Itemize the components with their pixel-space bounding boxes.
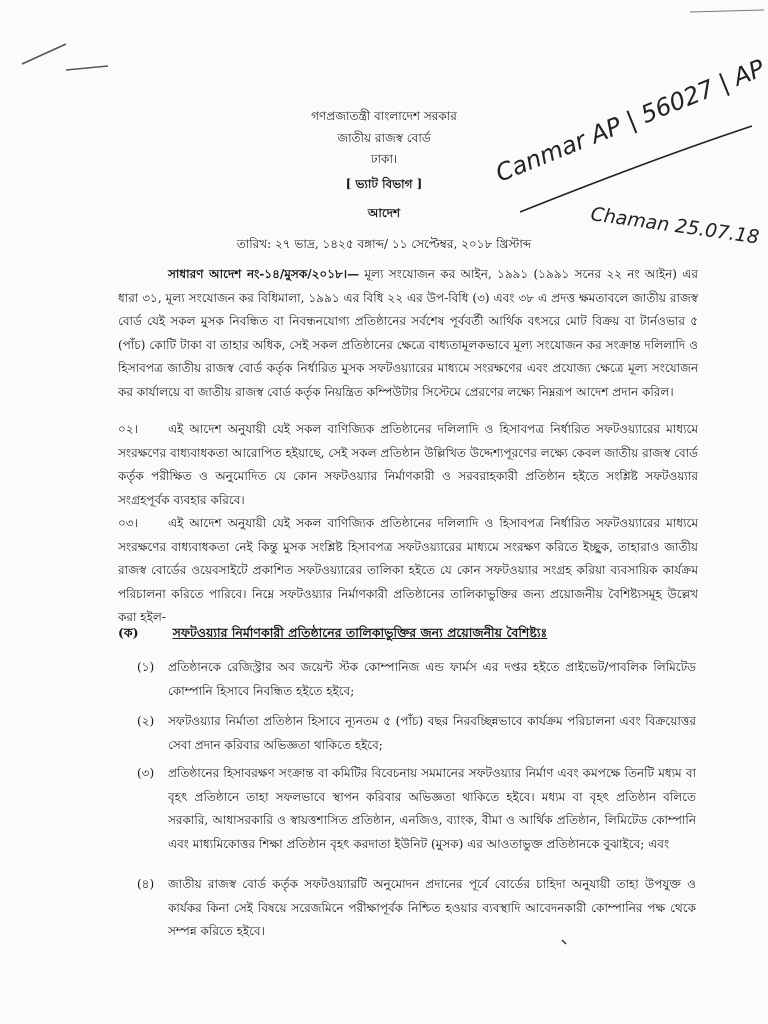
- paragraph-03: এই আদেশ অনুযায়ী যেই সকল বাণিজ্যিক প্রতিষ্ঠানের দলিলাদি ও হিসাবপত্র নির্ধারিত সফটওয়্যারের মাধ্যমে সংরক্ষণের বাধ্যবাধকতা নেই কিন্তু মুসক সংশ্লিষ্ট হিসাবপত্র সফটওয়্যারের মাধ্যমে সংরক্ষণ করিতে ইচ্ছুক, তাহারাও জাতীয় রাজস্ব বোর্ডের ওয়েবসাইটে প্রকাশিত সফটওয়্যারের তালিকা হইতে যে কোন সফটওয়্যার সংগ্রহ করিয়া ব্যবসায়িক কার্যক্রম পরিচালনা করিতে পারিবে। নিম্নে সফটওয়্যার নির্মাণকারী প্রতিষ্ঠানের তালিকাভুক্তির জন্য প্রয়োজনীয় বৈশিষ্ট্যসমূহ উল্লেখ করা হইল-: [118, 516, 698, 624]
- order-number: সাধারণ আদেশ নং-১৪/মুসক/২০১৮।—: [168, 267, 360, 281]
- section-label: (ক): [118, 625, 139, 640]
- header-city: ঢাকা।: [370, 152, 398, 166]
- handwritten-note: Canmar AP | 56027 | AP: [491, 54, 768, 188]
- pen-stroke-mark: [66, 66, 108, 70]
- document-date: তারিখ: ২৭ ভাদ্র, ১৪২৫ বঙ্গাব্দ/ ১১ সেপ্টেম্বর, ২০১৮ খ্রিস্টাব্দ: [236, 237, 532, 251]
- list-item: জাতীয় রাজস্ব বোর্ড কর্তৃক সফটওয়্যারটি অনুমোদন প্রদানের পূর্বে বোর্ডের চাহিদা অনুযায়ী তাহা উপযুক্ত ও কার্যকর কিনা সেই বিষয়ে সরেজমিনে পরীক্ষাপূর্বক নিশ্চিত হওয়ার ব্যবস্থাদি আবেদনকারী কোম্পানির পক্ষ থেকে সম্পন্ন করিতে হইবে।: [168, 877, 696, 938]
- intro-paragraph: [118, 263, 698, 404]
- division-label: [ ভ্যাট বিভাগ ]: [345, 177, 423, 191]
- paragraph-number: ০৩।: [118, 516, 138, 530]
- list-item: সফটওয়্যার নির্মাতা প্রতিষ্ঠান হিসাবে ন্যূনতম ৫ (পাঁচ) বছর নিরবচ্ছিন্নভাবে কার্যক্রম পরিচালনা এবং বিক্রয়োত্তর সেবা প্রদান করিবার অভিজ্ঞতা থাকিতে হইবে;: [168, 714, 696, 752]
- handwritten-signature: Chaman 25.07.18: [589, 203, 761, 249]
- list-item: প্রতিষ্ঠানের হিসাবরক্ষণ সংক্রান্ত বা কমিটির বিবেচনায় সমমানের সফটওয়্যার নির্মাণ এবং কমপক্ষে তিনটি মধ্যম বা বৃহৎ প্রতিষ্ঠানে তাহা সফলভাবে স্থাপন করিবার অভিজ্ঞতা থাকিতে হইবে। মধ্যম বা বৃহৎ প্রতিষ্ঠান বলিতে সরকারি, আধাসরকারি ও স্বায়ত্তশাসিত প্রতিষ্ঠান, এনজিও, ব্যাংক, বীমা ও আর্থিক প্রতিষ্ঠান, লিমিটেড কোম্পানি এবং মাধ্যমিকোত্তর শিক্ষা প্রতিষ্ঠান বৃহৎ করদাতা ইউনিট (মুসক) এর আওতাভুক্ত প্রতিষ্ঠানকে বুঝাইবে; এবং: [168, 766, 696, 851]
- section-heading: [118, 625, 547, 645]
- list-item-number: (২): [137, 714, 155, 728]
- list-item-number: (১): [137, 660, 155, 674]
- pen-stroke-mark: [22, 44, 66, 64]
- document-title: আদেশ: [367, 206, 401, 220]
- list-item-number: (৩): [137, 766, 155, 780]
- intro-text: মূল্য সংযোজন কর আইন, ১৯৯১ (১৯৯১ সনের ২২ নং আইন) এর ধারা ৩১, মূল্য সংযোজন কর বিধিমালা, ১৯৯১ এর বিধি ২২ এর উপ-বিধি (৩) এবং ৩৮ এ প্রদত্ত ক্ষমতাবলে জাতীয় রাজস্ব বোর্ড যেই সকল মুসক নিবন্ধিত বা নিবন্ধনযোগ্য প্রতিষ্ঠানের সর্বশেষ পূর্ববর্তী আর্থিক বৎসরে মোট বিক্রয় বা টার্নওভার ৫ (পাঁচ) কোটি টাকা বা তাহার অধিক, সেই সকল প্রতিষ্ঠানের ক্ষেত্রে বাধ্যতামূলকভাবে মূল্য সংযোজন কর সংক্রান্ত দলিলাদি ও হিসাবপত্র জাতীয় রাজস্ব বোর্ড কর্তৃক নির্ধারিত মুসক সফটওয়্যারের মাধ্যমে সংরক্ষণের এবং প্রযোজ্য ক্ষেত্রে মূল্য সংযোজন কর কার্যালয়ে বা জাতীয় রাজস্ব বোর্ড কর্তৃক নিয়ন্ত্রিত কম্পিউটার সিস্টেমে প্রেরণের লক্ষ্যে নিম্নরূপ আদেশ প্রদান করিল।: [118, 267, 699, 399]
- list-item: প্রতিষ্ঠানকে রেজিস্ট্রার অব জয়েন্ট স্টক কোম্পানিজ এন্ড ফার্মস এর দপ্তর হইতে প্রাইভেট/পাবলিক লিমিটেড কোম্পানি হিসাবে নিবন্ধিত হইতে হইবে;: [168, 660, 696, 698]
- list-item-number: (৪): [137, 877, 155, 891]
- paragraph-02: এই আদেশ অনুযায়ী যেই সকল বাণিজ্যিক প্রতিষ্ঠানের দলিলাদি ও হিসাবপত্র নির্ধারিত সফটওয়্যারের মাধ্যমে সংরক্ষণের বাধ্যবাধকতা আরোপিত হইয়াছে, সেই সকল প্রতিষ্ঠান উল্লিখিত উদ্দেশ্যপূরণের লক্ষ্যে কেবল জাতীয় রাজস্ব বোর্ড কর্তৃক পরীক্ষিত ও অনুমোদিত যে কোন সফটওয়্যার নির্মাণকারী ও সরবরাহকারী প্রতিষ্ঠান হইতে সংশ্লিষ্ট সফটওয়্যার সংগ্রহপূর্বক ব্যবহার করিবে।: [118, 422, 698, 507]
- header-government: গণপ্রজাতন্ত্রী বাংলাদেশ সরকার: [311, 109, 457, 123]
- header-board: জাতীয় রাজস্ব বোর্ড: [337, 131, 431, 145]
- pen-stroke-mark: [690, 10, 764, 12]
- section-title: সফটওয়্যার নির্মাণকারী প্রতিষ্ঠানের তালিকাভুক্তির জন্য প্রয়োজনীয় বৈশিষ্ট্যঃ: [172, 625, 548, 640]
- paragraph-number: ০২।: [118, 422, 138, 436]
